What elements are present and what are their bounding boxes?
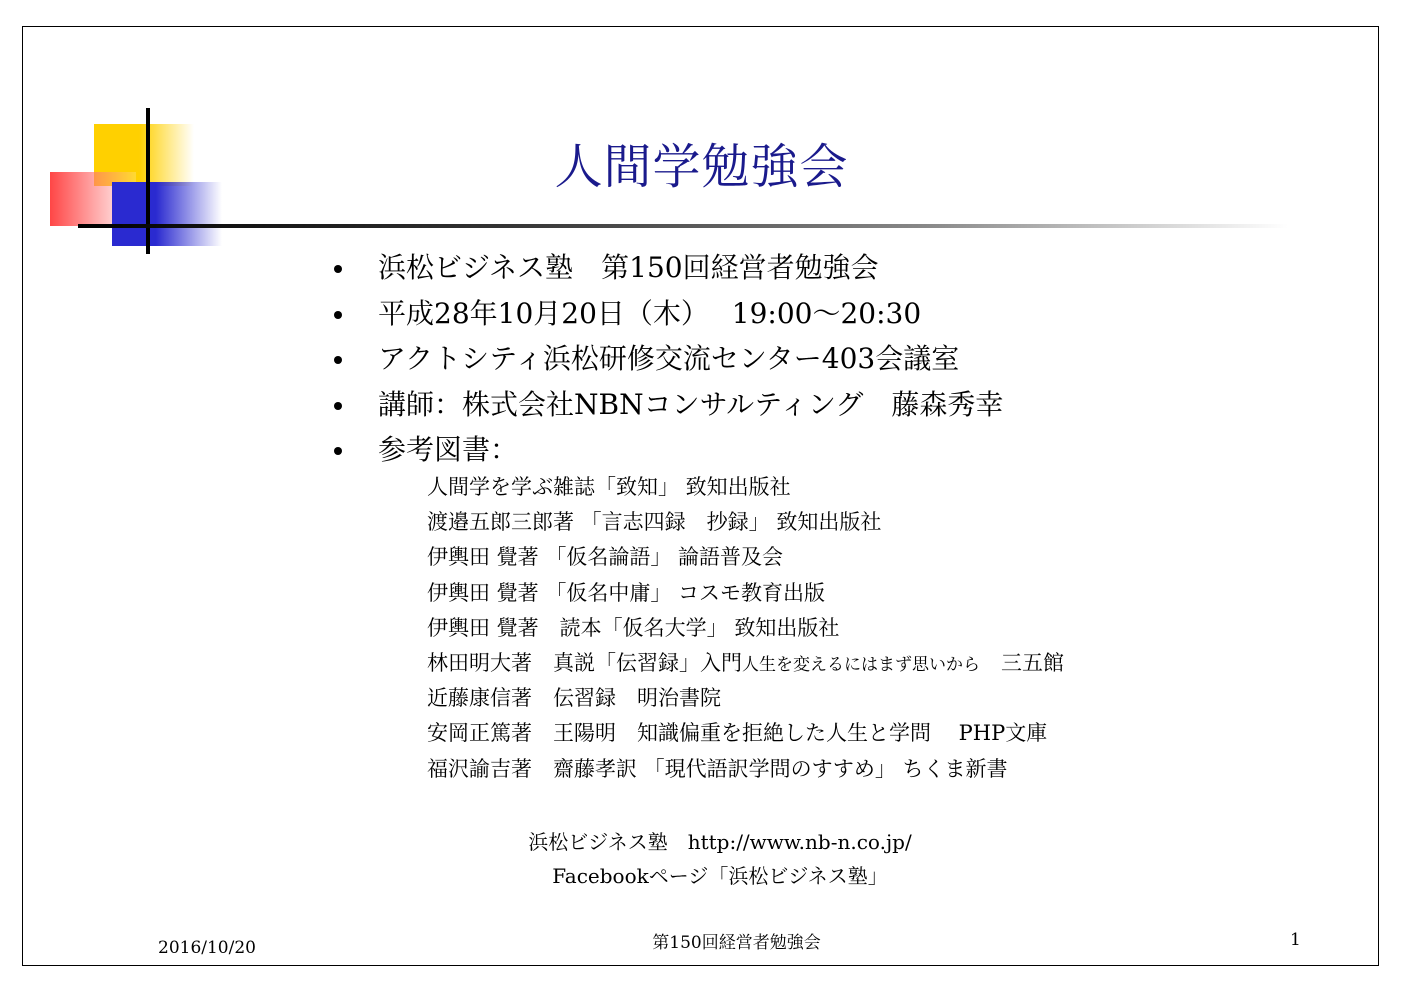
bullet-text: 講師：株式会社NBNコンサルティング 藤森秀幸 xyxy=(378,387,1004,421)
book-text: 福沢諭吉著 齋藤孝訳 「現代語訳学問のすすめ」 ちくま新書 xyxy=(427,756,1008,781)
bullet-text: アクトシティ浜松研修交流センター403会議室 xyxy=(378,342,960,375)
bullet-item xyxy=(330,248,1003,294)
book-item xyxy=(427,505,1064,540)
book-text: 安岡正篤著 王陽明 知識偏重を拒絶した人生と学問 PHP文庫 xyxy=(427,721,1048,746)
book-item xyxy=(427,611,1064,646)
book-item xyxy=(427,576,1064,611)
reference-book-list xyxy=(427,470,1064,787)
book-subtitle: 人生を変えるにはまず思いから xyxy=(742,654,980,675)
bullet-list xyxy=(330,248,1003,476)
bullet-item xyxy=(330,339,1003,385)
bullet-item xyxy=(330,430,1003,476)
slide-title: 人間学勉強会 xyxy=(554,139,849,195)
book-item xyxy=(427,540,1064,575)
bullet-dot xyxy=(334,402,342,410)
book-text: 渡邉五郎三郎著 「言志四録 抄録」 致知出版社 xyxy=(427,510,882,535)
book-item xyxy=(427,646,1064,681)
contact-facebook: Facebookページ「浜松ビジネス塾」 xyxy=(552,864,888,888)
book-text: 伊輿田 覺著 読本「仮名大学」 致知出版社 xyxy=(427,615,840,640)
book-text: 林田明大著 真説「伝習録」入門 xyxy=(427,650,742,675)
book-item xyxy=(427,716,1064,751)
title-underline xyxy=(78,224,1288,228)
book-text: 伊輿田 覺著 「仮名中庸」 コスモ教育出版 xyxy=(427,580,826,605)
book-publisher: 三五館 xyxy=(980,650,1064,675)
bullet-dot xyxy=(334,311,342,319)
book-item xyxy=(427,681,1064,716)
book-text: 伊輿田 覺著 「仮名論語」 論語普及会 xyxy=(427,545,784,570)
book-text: 人間学を学ぶ雑誌「致知」 致知出版社 xyxy=(427,475,791,499)
footer-date: 2016/10/20 xyxy=(158,938,256,958)
page-number: 1 xyxy=(1290,930,1301,950)
book-item xyxy=(427,470,1064,505)
bullet-dot xyxy=(334,265,342,273)
book-text: 近藤康信著 伝習録 明治書院 xyxy=(427,686,721,711)
contact-website: 浜松ビジネス塾 http://www.nb-n.co.jp/ xyxy=(528,830,912,854)
bullet-dot xyxy=(334,356,342,364)
bullet-text: 浜松ビジネス塾 第150回経営者勉強会 xyxy=(378,251,879,284)
bullet-dot xyxy=(334,447,342,455)
bullet-item xyxy=(330,385,1003,431)
bullet-item xyxy=(330,294,1003,340)
bullet-text: 参考図書： xyxy=(378,433,519,466)
footer-title: 第150回経営者勉強会 xyxy=(652,933,821,953)
bullet-text: 平成28年10月20日（木） 19:00～20:30 xyxy=(378,296,922,330)
book-item xyxy=(427,752,1064,787)
